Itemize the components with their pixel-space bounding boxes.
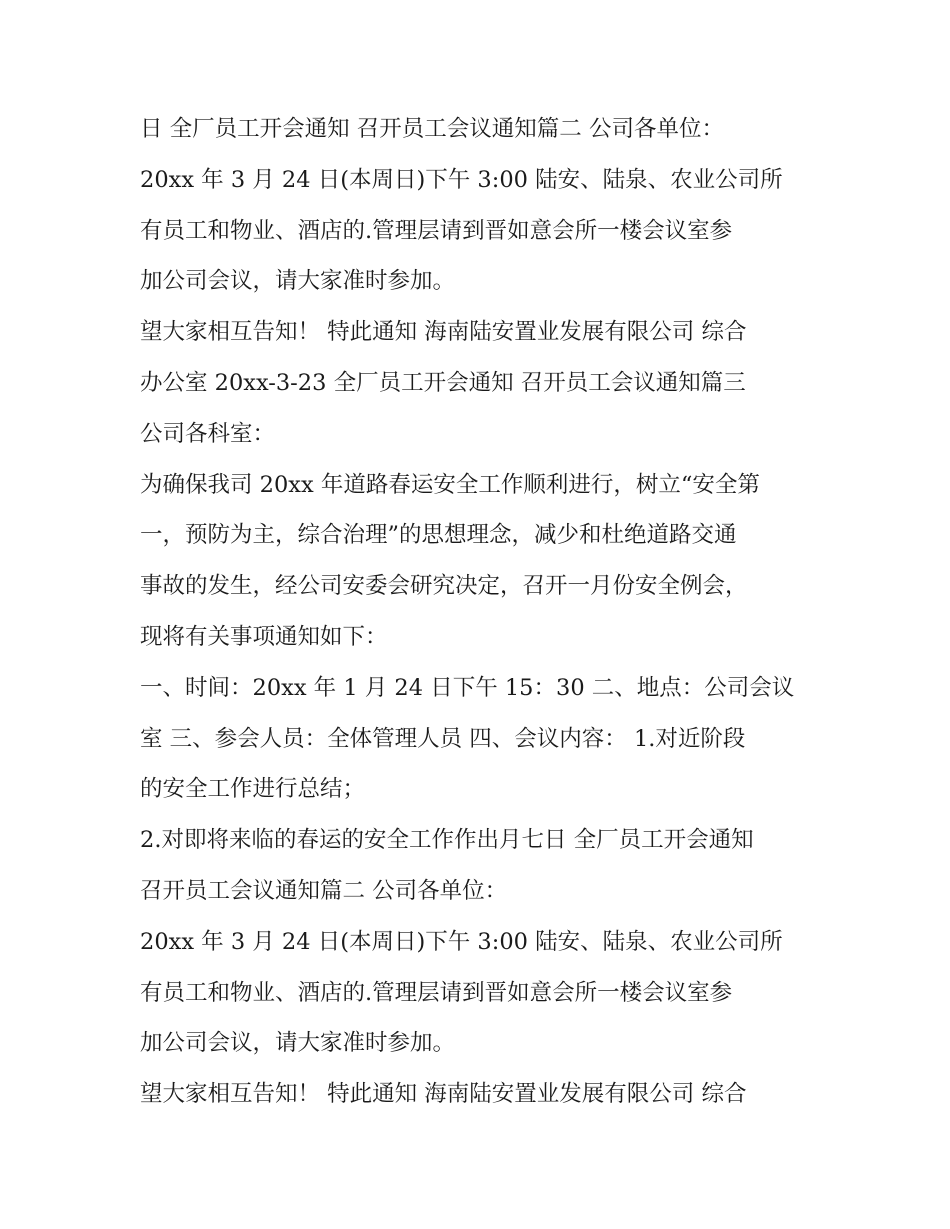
text-line: 望大家相互告知！ 特此通知 海南陆安置业发展有限公司 综合 <box>140 319 747 346</box>
document-body <box>140 104 820 1120</box>
text-line: 的安全工作进行总结； <box>140 776 366 803</box>
text-line: 有员工和物业、酒店的.管理层请到晋如意会所一楼会议室参 <box>140 217 733 244</box>
text-line: 20xx 年 3 月 24 日(本周日)下午 3:00 陆安、陆泉、农业公司所 <box>140 166 783 193</box>
text-line: 加公司会议，请大家准时参加。 <box>140 268 456 295</box>
text-line: 2.对即将来临的春运的安全工作作出月七日 全厂员工开会通知 <box>140 827 754 854</box>
text-line: 事故的发生，经公司安委会研究决定，召开一月份安全例会， <box>140 573 748 600</box>
text-line: 召开员工会议通知篇二 公司各单位： <box>140 877 508 904</box>
text-line: 一、时间：20xx 年 1 月 24 日下午 15：30 二、地点：公司会议 <box>140 674 795 701</box>
text-line: 室 三、参会人员：全体管理人员 四、会议内容： 1.对近阶段 <box>140 725 746 752</box>
text-line: 有员工和物业、酒店的.管理层请到晋如意会所一楼会议室参 <box>140 979 733 1006</box>
text-line: 一，预防为主，综合治理”的思想理念，减少和杜绝道路交通 <box>140 522 737 549</box>
text-line: 望大家相互告知！ 特此通知 海南陆安置业发展有限公司 综合 <box>140 1081 747 1108</box>
text-line: 20xx 年 3 月 24 日(本周日)下午 3:00 陆安、陆泉、农业公司所 <box>140 928 783 955</box>
text-line: 现将有关事项通知如下： <box>140 623 388 650</box>
text-line: 公司各科室： <box>140 420 276 447</box>
text-line: 办公室 20xx-3-23 全厂员工开会通知 召开员工会议通知篇三 <box>140 369 746 396</box>
text-line: 日 全厂员工开会通知 召开员工会议通知篇二 公司各单位： <box>140 116 724 142</box>
text-line: 加公司会议，请大家准时参加。 <box>140 1030 456 1057</box>
text-line: 为确保我司 20xx 年道路春运安全工作顺利进行，树立“安全第 <box>140 471 760 498</box>
